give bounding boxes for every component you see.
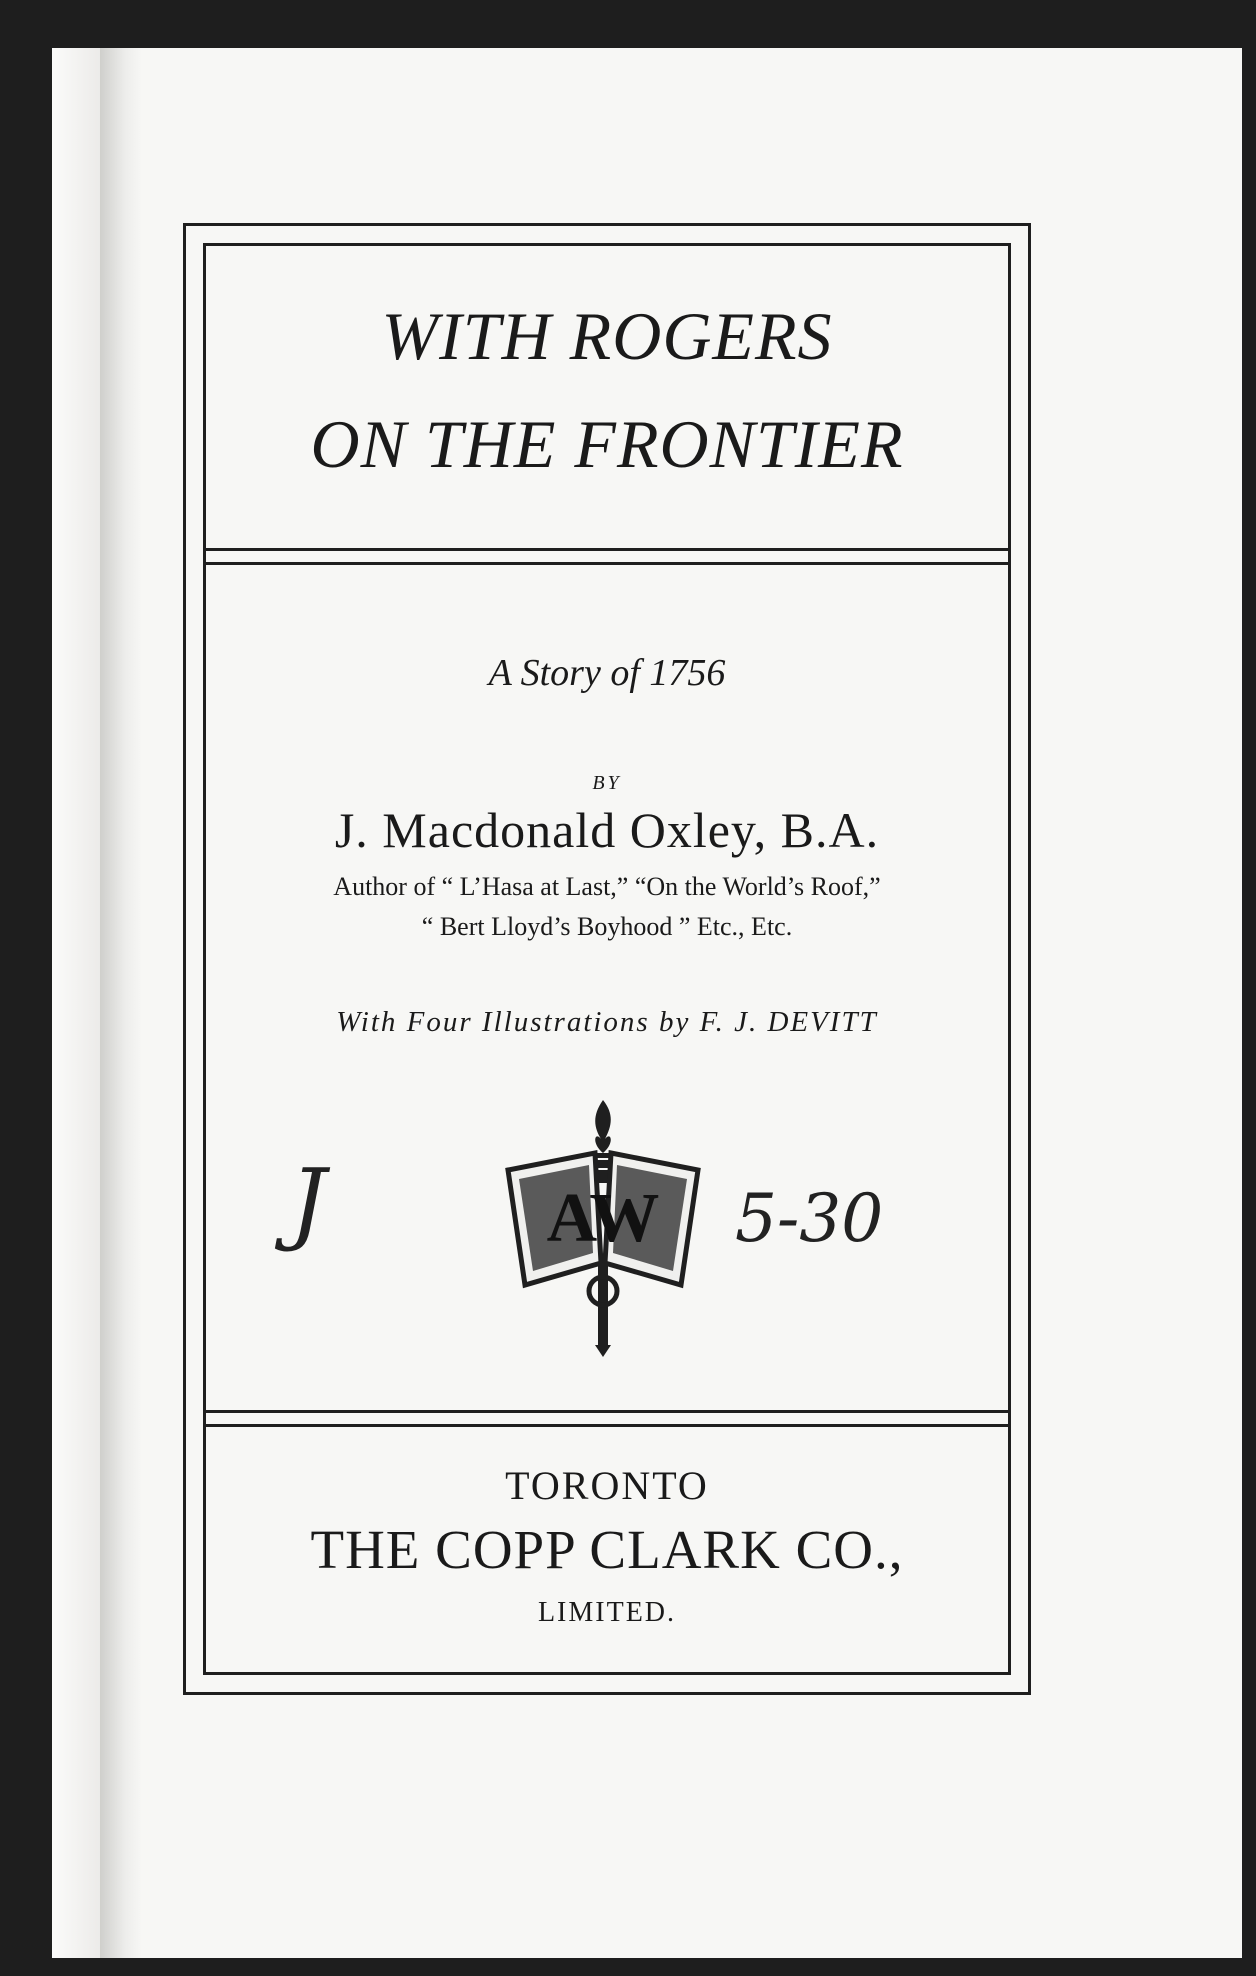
other-works-line1: Author of “ L’Hasa at Last,” “On the World’s Roof,”	[333, 872, 881, 901]
book-title-line2: ON THE FRONTIER	[310, 406, 904, 482]
page-gutter	[100, 48, 142, 1958]
other-works-line2: “ Bert Lloyd’s Boyhood ” Etc., Etc.	[421, 912, 793, 941]
subtitle: A Story of 1756	[488, 652, 726, 694]
title-divider-bottom	[203, 562, 1011, 565]
illustrations-credit: With Four Illustrations by F. J. DEVITT	[336, 1006, 878, 1038]
left-page-edge	[52, 48, 102, 1958]
publisher-divider-top	[203, 1410, 1011, 1413]
book-title-line1: WITH ROGERS	[381, 298, 833, 374]
title-divider-top	[203, 548, 1011, 551]
publisher-suffix: LIMITED.	[537, 1597, 677, 1628]
author-name: J. Macdonald Oxley, B.A.	[334, 802, 880, 858]
torch-open-book-icon	[503, 1095, 703, 1360]
handwritten-mark-right: 5-30	[735, 1180, 884, 1257]
handwritten-mark-left: J	[290, 1150, 327, 1255]
by-label: BY	[592, 772, 622, 794]
publisher-city: TORONTO	[505, 1463, 709, 1508]
emblem-monogram: AW	[546, 1180, 660, 1257]
publisher-divider-bottom	[203, 1424, 1011, 1427]
publisher-name: THE COPP CLARK CO.,	[310, 1519, 904, 1580]
